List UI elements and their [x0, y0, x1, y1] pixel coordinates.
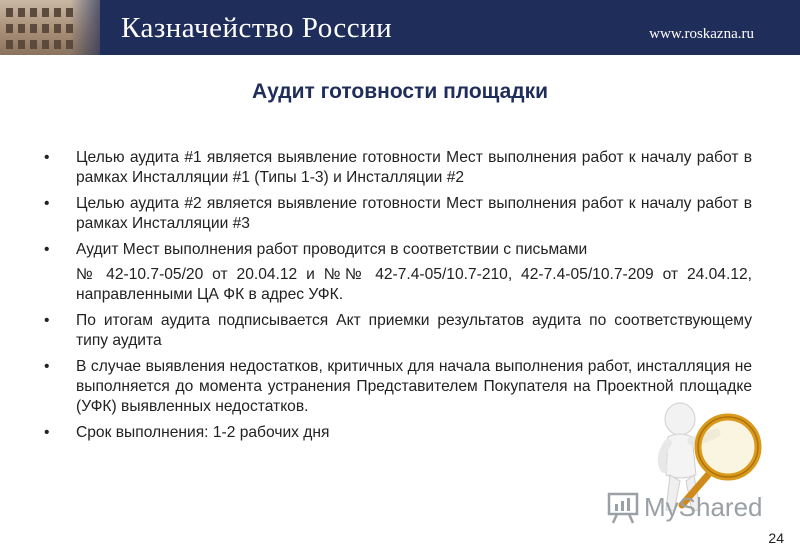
org-title: Казначейство России [121, 12, 393, 44]
bullet-item: • Аудит Мест выполнения работ проводится в соответствии с письмами [40, 240, 752, 260]
presentation-board-icon [606, 492, 640, 524]
watermark-text: MyShared [644, 492, 763, 522]
bullet-continuation: № 42-10.7-05/20 от 20.04.12 и №№ 42-7.4-05/10.7-210, 42-7.4-05/10.7-209 от 24.04.12, направленными ЦА ФК в адрес УФК. [76, 266, 752, 303]
page-number: 24 [768, 530, 784, 546]
bullet-item: • По итогам аудита подписывается Акт приемки результатов аудита по соответствующему типу аудита [40, 311, 752, 351]
bullet-item: • Целью аудита #1 является выявление готовности Мест выполнения работ к началу работ в рамках Инсталляции #1 (Типы 1-3) и Инсталляции #2 [40, 148, 752, 188]
header-bar [0, 0, 800, 55]
bullet-item: • В случае выявления недостатков, критичных для начала выполнения работ, инсталляция не выполняется до момента устранения Представителем Покупателя на Проектной площадке (УФК) выявленных недостатков. [40, 357, 752, 417]
site-url-link[interactable]: www.roskazna.ru [649, 26, 754, 42]
bullet-item: • Целью аудита #2 является выявление готовности Мест выполнения работ к началу работ в рамках Инсталляции #3 [40, 194, 752, 234]
bullet-item: • Срок выполнения: 1-2 рабочих дня [40, 423, 752, 443]
slide-title: Аудит готовности площадки [251, 80, 549, 103]
watermark [606, 490, 776, 526]
